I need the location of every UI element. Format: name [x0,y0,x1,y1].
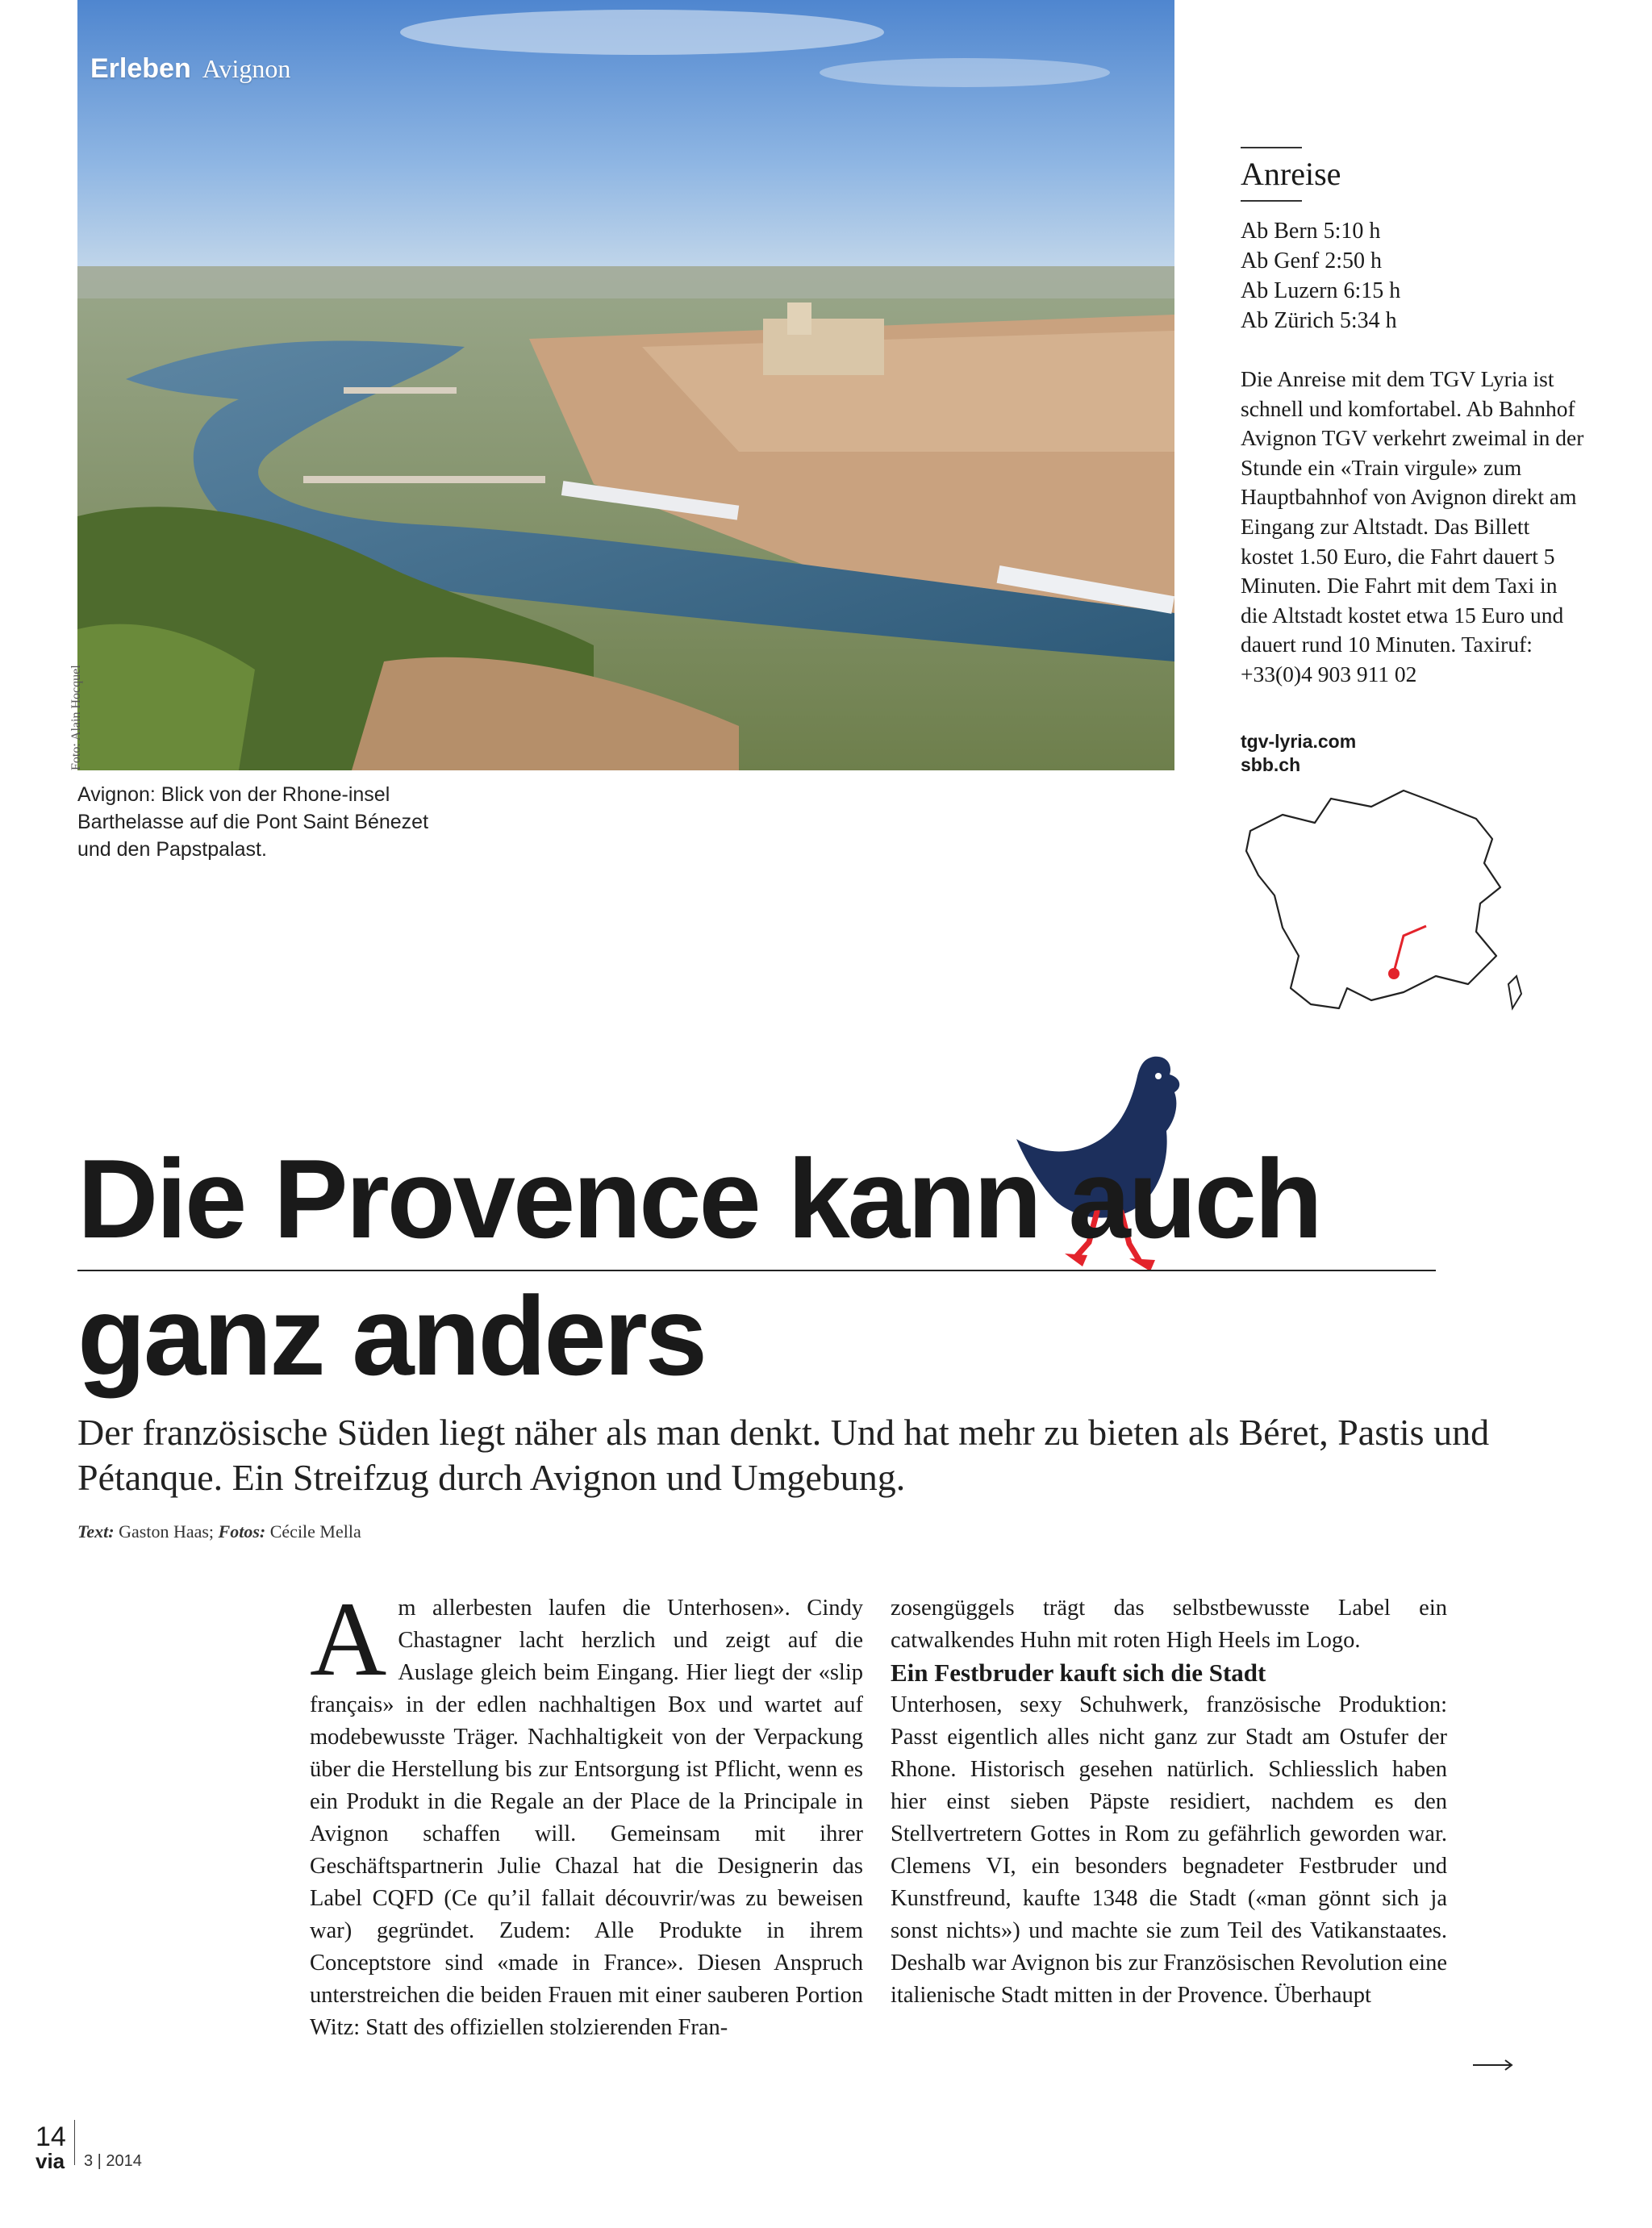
body-column-2 [891,1592,1447,2012]
link-sbb[interactable]: sbb.ch [1241,754,1301,775]
body-text-2: Unterhosen, sexy Schuhwerk, französische Produktion: Passt eigentlich alles nicht ganz zur Stadt am Ostufer der Rhone. Historisch gesehen natürlich. Schliesslich haben hier einst sieben Päpste residiert, nachdem es den Stellvertretern Gottes in Rom zu gefährlich geworden war. Clemens VI, ein besonders begnadeter Festbruder und Kunstfreund, kaufte 1348 die Stadt («man gönnt sich ja sonst nichts») und machte sie zum Teil des Vatikanstaates. Deshalb war Avignon bis zur Französischen Revolution eine italienische Stadt mitten in der Provence. Überhaupt [891,1692,1447,2008]
travel-time-item: Ab Genf 2:50 h [1241,248,1382,273]
byline-photographer: Cécile Mella [269,1521,361,1542]
body-text-2-intro: zosengüggels trägt das selbstbewusste Label ein catwalkendes Huhn mit roten High Heels im Logo. [891,1596,1447,1653]
travel-time-item: Ab Luzern 6:15 h [1241,278,1401,303]
travel-time-item: Ab Zürich 5:34 h [1241,308,1397,333]
section-label: Erleben [90,53,191,84]
photo-caption: Avignon: Blick von der Rhone-insel Barthelasse auf die Pont Saint Bénezet und den Papstpalast. [77,783,429,861]
link-tgv-lyria[interactable]: tgv-lyria.com [1241,731,1357,752]
headline-line-2: ganz anders [77,1274,706,1399]
byline-photo-label: Fotos: [218,1521,266,1542]
travel-times [1241,216,1400,336]
byline [77,1521,361,1542]
sidebar-rule-bottom [1241,200,1302,202]
subheading: Ein Festbruder kauft sich die Stadt [891,1658,1266,1687]
france-map-icon [1234,782,1541,1024]
sidebar-rule-top [1241,147,1302,148]
headline-rule [77,1270,1436,1271]
body-column-1 [310,1579,863,2044]
drop-cap: A [310,1579,387,1698]
headline-line-1: Die Provence kann auch [77,1137,1320,1262]
sidebar-text: Die Anreise mit dem TGV Lyria ist schnell und komfortabel. Ab Bahnhof Avignon TGV verkehrt zweimal in der Stunde ein «Train virgule» zum Hauptbahnhof von Avignon direkt am Eingang zur Altstadt. Das Billett kostet 1.50 Euro, die Fahrt dauert 5 Minuten. Die Fahrt mit dem Taxi in die Altstadt kostet etwa 15 Euro und dauert rund 10 Minuten. Taxiruf: +33(0)4 903 911 02 [1241,366,1584,686]
location-label: Avignon [202,54,291,83]
page-number: 14 [35,2122,66,2152]
body-text-1: m allerbesten laufen die Unterhosen». Cindy Chastagner lacht herzlich und zeigt auf die Auslage gleich beim Eingang. Hier liegt der «slip français» in der edlen nachhaltigen Box und wartet auf modebewusste Träger. Nachhaltigkeit von der Verpackung über die Herstellung bis zur Entsorgung ist Pflicht, wenn es ein Produkt in die Regale an der Place de la Principale in Avignon schaffen will. Gemeinsam mit ihrer Geschäftspartnerin Julie Chazal hat die Designerin das Label CQFD (Ce qu’il fallait découvrir/was zu beweisen war) gegründet. Zudem: Alle Produkte in ihrem Conceptstore sind «made in France». Diesen Anspruch unterstreichen die beiden Frauen mit einer sauberen Portion Witz: Statt des offiziellen stolzierenden Fran- [310,1596,863,2040]
hero-photo [77,0,1174,770]
headline [77,1131,1449,1405]
magazine-name: via [35,2149,65,2173]
section-rubric [90,53,290,85]
sidebar-links [1241,730,1356,777]
issue-number: 3 | 2014 [84,2152,142,2170]
byline-text-label: Text: [77,1521,115,1542]
arrow-right-icon [1473,2059,1515,2072]
avignon-aerial-image [77,0,1174,770]
sidebar-title: Anreise [1241,156,1341,192]
travel-time-item: Ab Bern 5:10 h [1241,219,1381,244]
standfirst: Der französische Süden liegt näher als man denkt. Und hat mehr zu bieten als Béret, Pastis und Pétanque. Ein Streifzug durch Avignon und Umgebung. [77,1412,1490,1498]
photo-credit: Foto: Alain Hocquel [69,665,83,770]
byline-author: Gaston Haas; [119,1521,215,1542]
folio-rule [74,2120,75,2165]
